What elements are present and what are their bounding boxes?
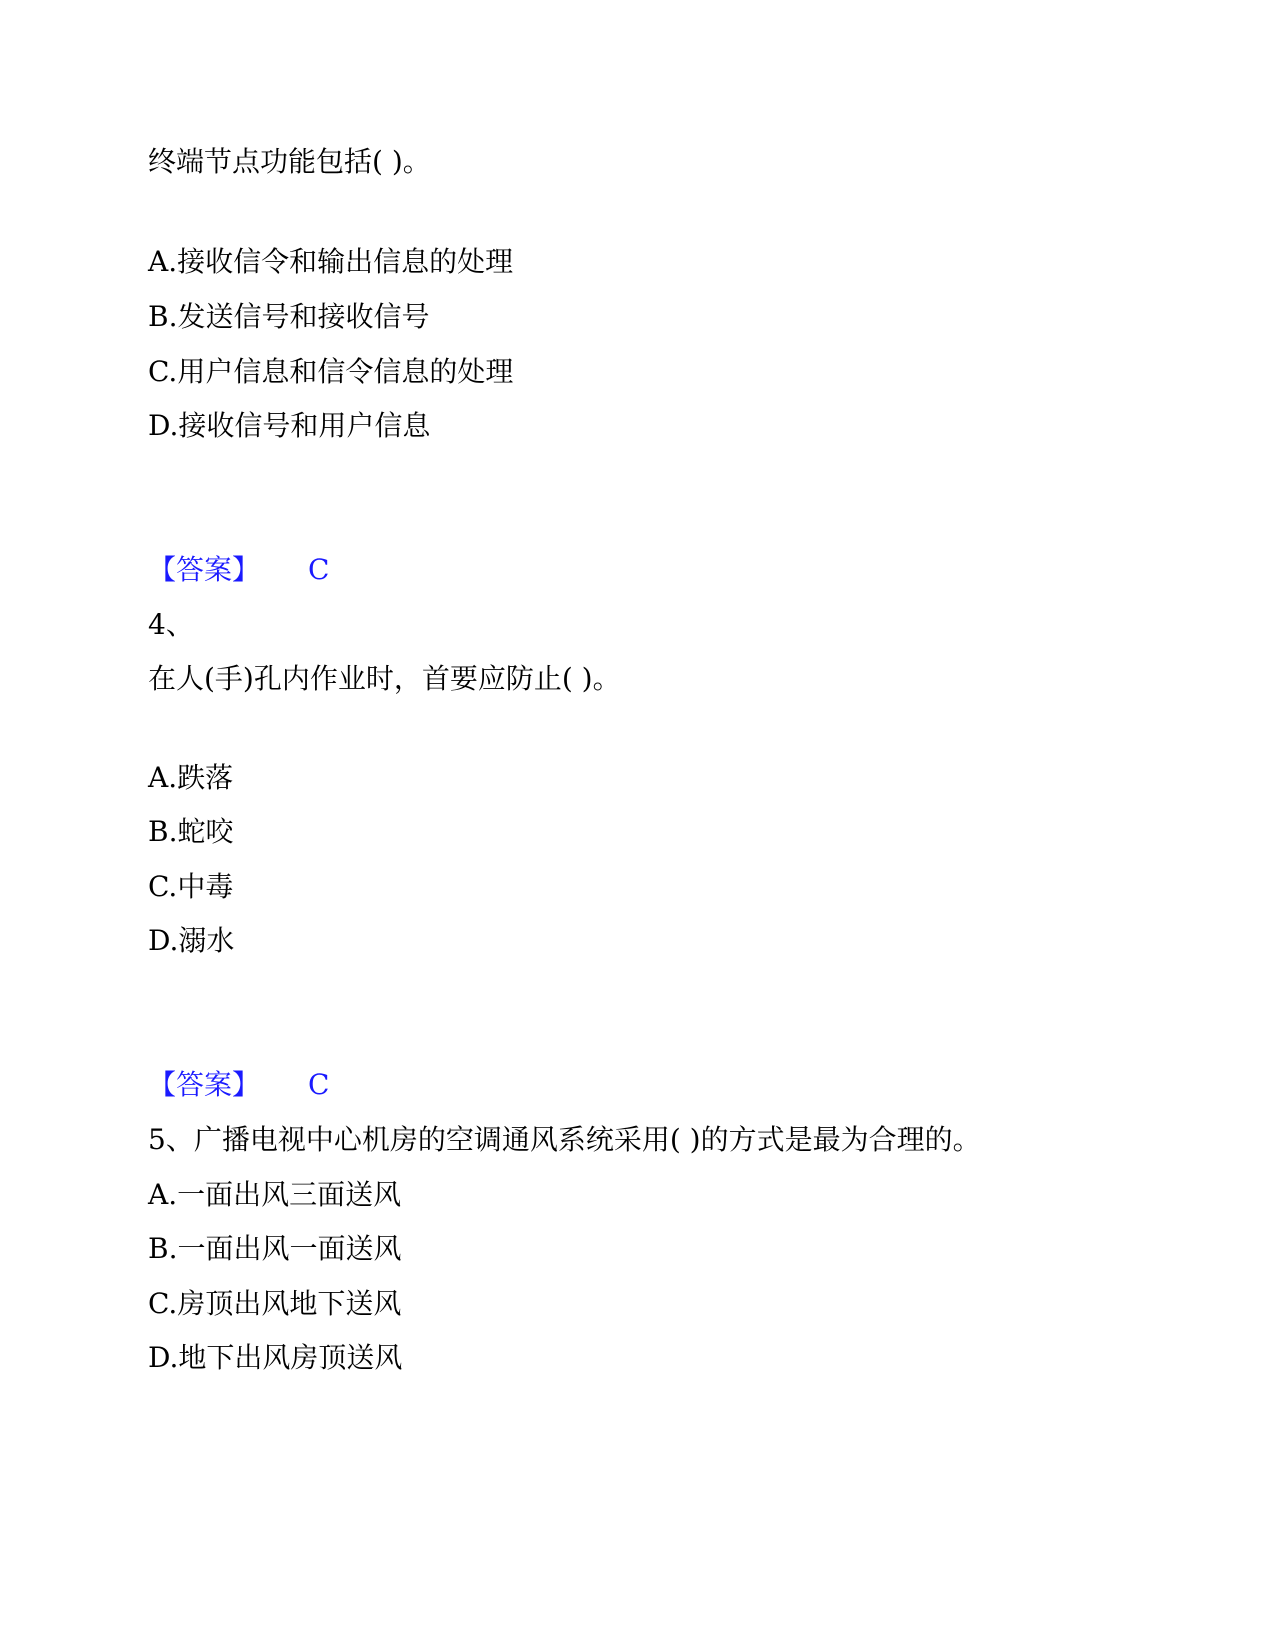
option-d: D.地下出风房顶送风 <box>148 1341 403 1374</box>
question-stem: 在人(手)孔内作业时，首要应防止( )。 <box>148 662 621 695</box>
option-c: C.房顶出风地下送风 <box>148 1287 402 1320</box>
answer-label: 【答案】 <box>148 1068 261 1101</box>
option-d: D.溺水 <box>148 924 235 957</box>
option-c: C.用户信息和信令信息的处理 <box>148 355 514 388</box>
question-number: 4、 <box>148 608 194 641</box>
option-d: D.接收信号和用户信息 <box>148 409 431 442</box>
answer-value: C <box>308 553 330 586</box>
answer-row <box>148 1068 329 1102</box>
answer-row <box>148 553 329 587</box>
answer-value: C <box>308 1068 330 1101</box>
option-b: B.发送信号和接收信号 <box>148 300 430 333</box>
question-stem: 终端节点功能包括( )。 <box>148 145 431 178</box>
option-c: C.中毒 <box>148 870 234 903</box>
option-a: A.一面出风三面送风 <box>148 1178 402 1211</box>
option-b: B.蛇咬 <box>148 815 234 848</box>
option-a: A.接收信令和输出信息的处理 <box>148 245 514 278</box>
answer-label: 【答案】 <box>148 553 261 586</box>
option-b: B.一面出风一面送风 <box>148 1232 402 1265</box>
option-a: A.跌落 <box>148 761 234 794</box>
question-stem: 5、广播电视中心机房的空调通风系统采用( )的方式是最为合理的。 <box>148 1123 981 1156</box>
